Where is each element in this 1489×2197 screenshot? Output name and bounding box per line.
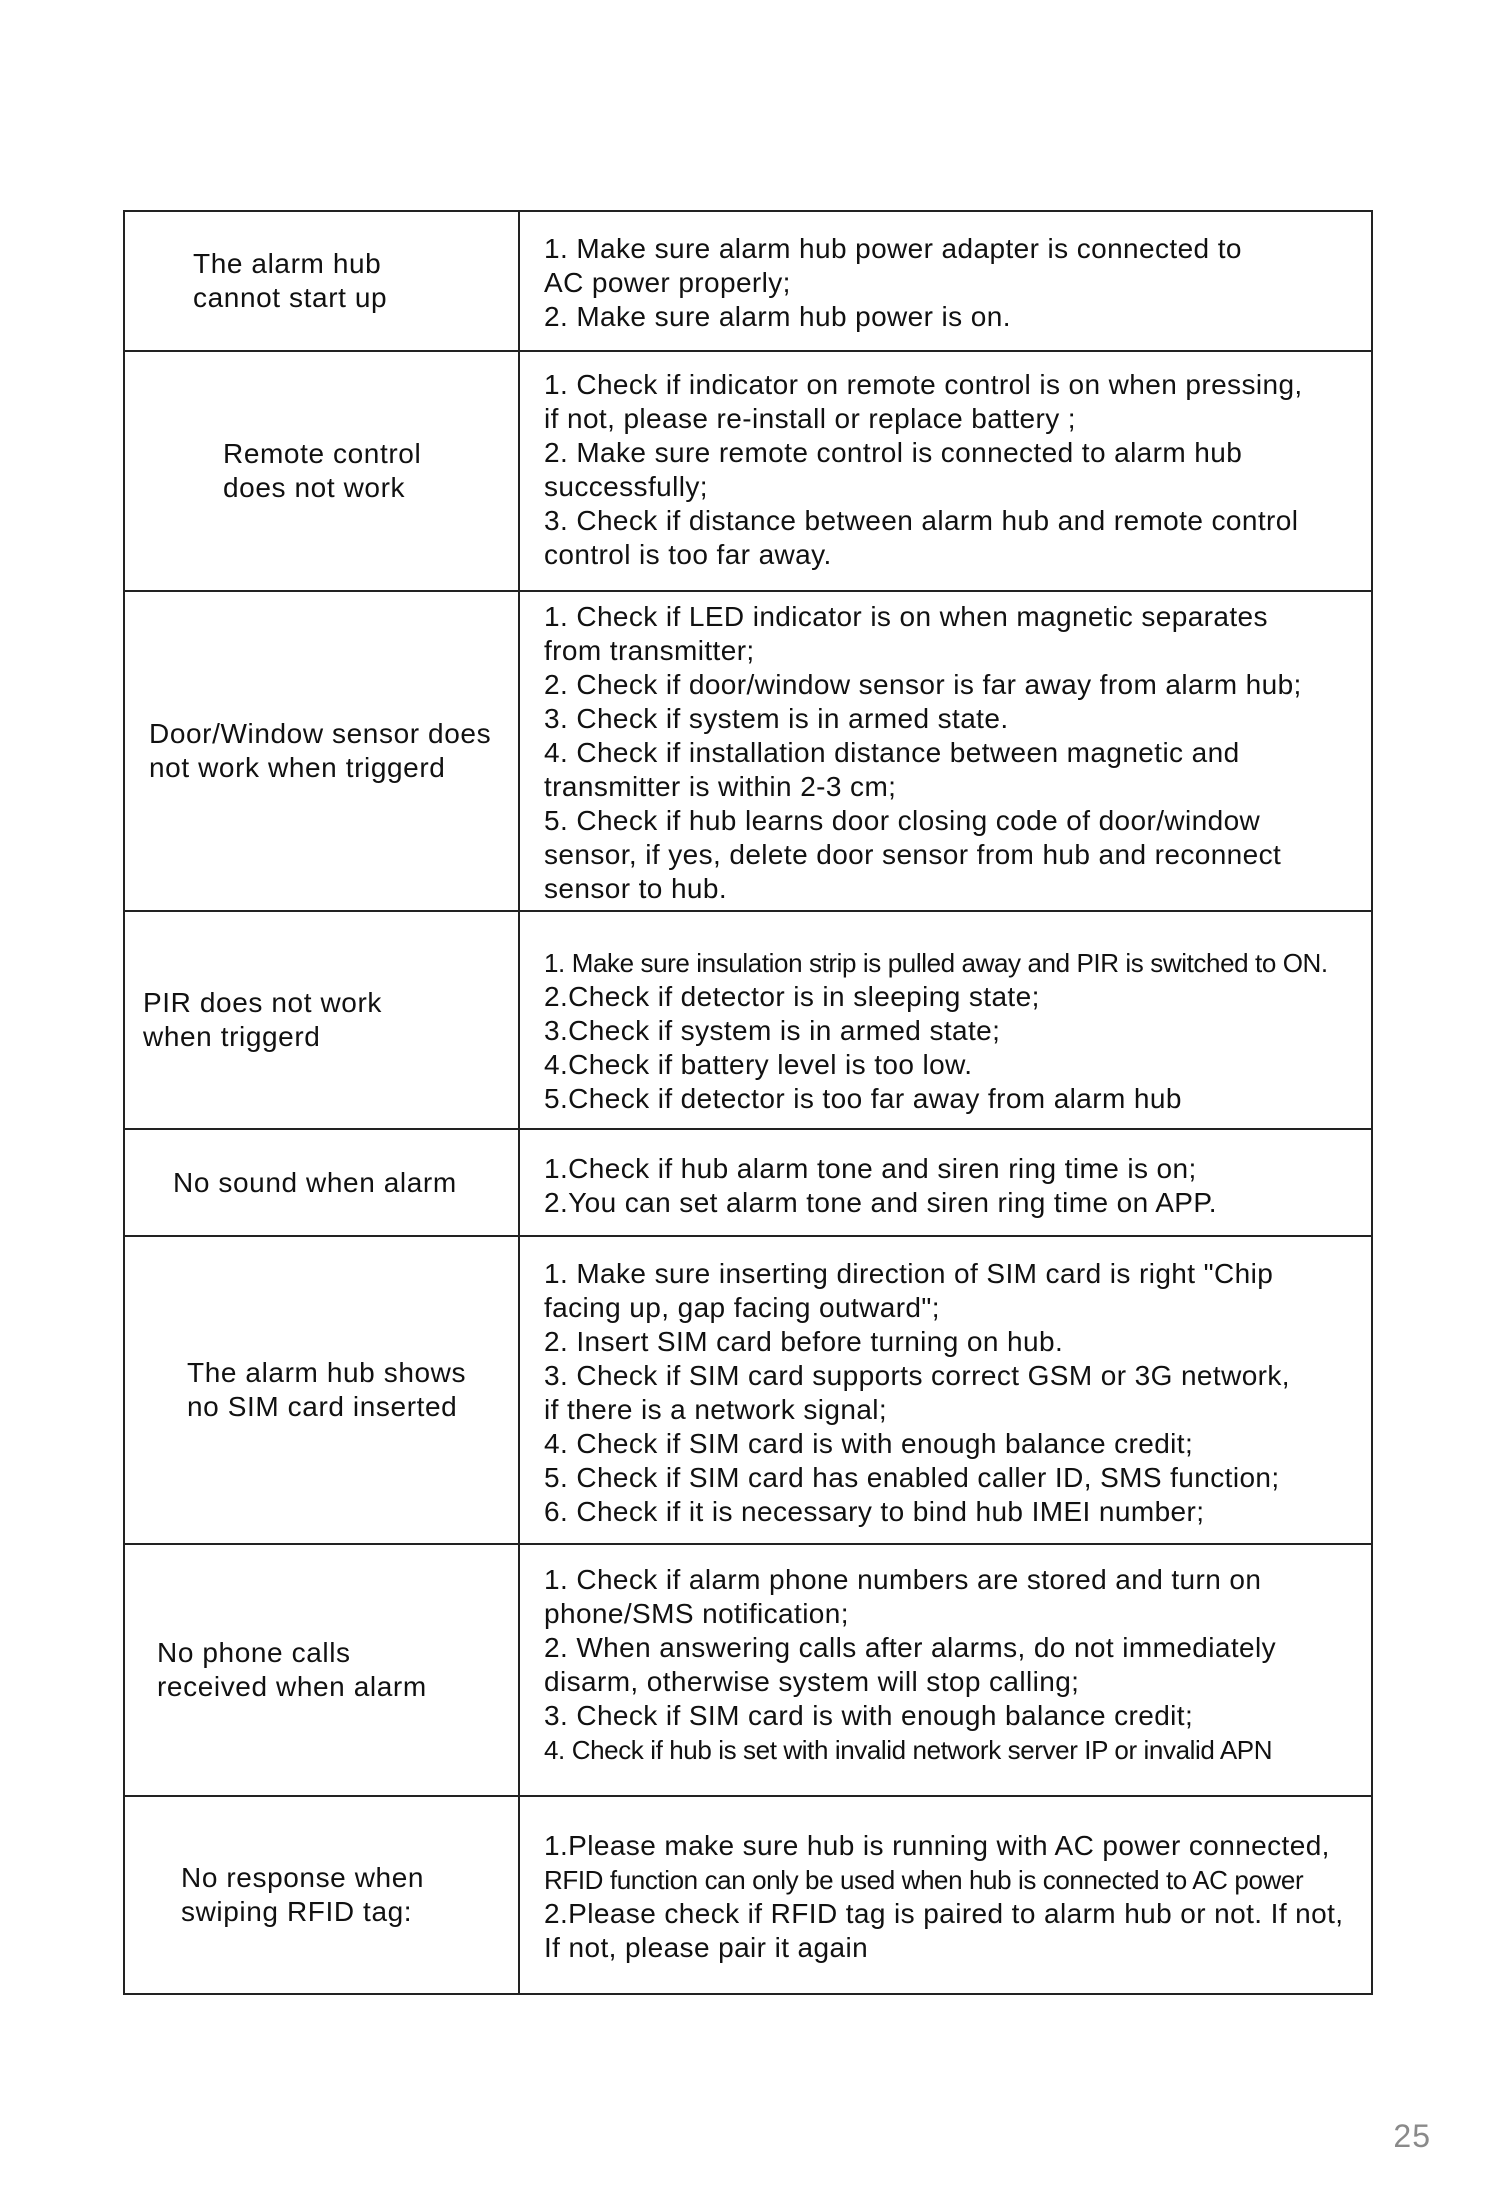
solution-line: from transmitter;: [544, 635, 755, 666]
solution-line: control is too far away.: [544, 539, 832, 570]
solution-line: sensor, if yes, delete door sensor from hub and reconnect: [544, 839, 1282, 870]
page-number: 25: [1393, 2118, 1431, 2154]
problem-text: The alarm hub shows no SIM card inserted: [187, 1357, 467, 1422]
solution-line: 1. Make sure alarm hub power adapter is connected to: [544, 233, 1242, 264]
solution-line: 3. Check if SIM card is with enough balance credit;: [544, 1700, 1194, 1731]
solution-line: RFID function can only be used when hub is connected to AC power: [544, 1865, 1304, 1895]
solution-cell: [520, 212, 1371, 350]
solution-line: 1. Make sure inserting direction of SIM card is right "Chip: [544, 1258, 1274, 1289]
table-row: [123, 1237, 1373, 1545]
solution-cell: [520, 1545, 1371, 1795]
troubleshooting-table: [123, 210, 1373, 1995]
problem-text: No phone calls received when alarm: [157, 1637, 427, 1702]
solution-cell: [520, 352, 1371, 590]
solution-line: 1. Check if indicator on remote control is on when pressing,: [544, 369, 1303, 400]
solution-line: 3.Check if system is in armed state;: [544, 1015, 1001, 1046]
table-row: [123, 1545, 1373, 1797]
solution-line: 3. Check if SIM card supports correct GSM or 3G network,: [544, 1360, 1290, 1391]
table-row: [123, 352, 1373, 592]
solution-line: facing up, gap facing outward";: [544, 1292, 940, 1323]
table-row: [123, 1130, 1373, 1237]
solution-line: transmitter is within 2-3 cm;: [544, 771, 897, 802]
solution-line: 5. Check if hub learns door closing code of door/window: [544, 805, 1261, 836]
solution-line: 2. Make sure remote control is connected to alarm hub: [544, 437, 1243, 468]
problem-text: No response when swiping RFID tag:: [181, 1862, 425, 1927]
solution-line: 1. Check if alarm phone numbers are stored and turn on: [544, 1564, 1262, 1595]
problem-cell: [125, 212, 520, 350]
problem-text: Door/Window sensor does not work when triggerd: [149, 718, 492, 783]
solution-line: 6. Check if it is necessary to bind hub IMEI number;: [544, 1496, 1205, 1527]
solution-line: 2.Please check if RFID tag is paired to alarm hub or not. If not,: [544, 1898, 1344, 1929]
problem-cell: [125, 1797, 520, 1993]
table-row: [123, 592, 1373, 912]
solution-line: 4. Check if installation distance between magnetic and: [544, 737, 1240, 768]
solution-line: 5.Check if detector is too far away from alarm hub: [544, 1083, 1182, 1114]
solution-line: sensor to hub.: [544, 873, 728, 904]
solution-line: 1.Check if hub alarm tone and siren ring time is on;: [544, 1153, 1197, 1184]
solution-line: 2.You can set alarm tone and siren ring time on APP.: [544, 1187, 1217, 1218]
solution-cell: [520, 912, 1371, 1128]
solution-line: 3. Check if distance between alarm hub and remote control: [544, 505, 1299, 536]
solution-line: 2. Make sure alarm hub power is on.: [544, 301, 1011, 332]
solution-line: if not, please re-install or replace battery ;: [544, 403, 1076, 434]
solution-cell: [520, 1237, 1371, 1543]
problem-cell: [125, 1130, 520, 1235]
solution-line: 2. Insert SIM card before turning on hub.: [544, 1326, 1064, 1357]
problem-text: The alarm hub cannot start up: [193, 248, 388, 313]
solution-line: 2. When answering calls after alarms, do not immediately: [544, 1632, 1277, 1663]
solution-line: 2. Check if door/window sensor is far away from alarm hub;: [544, 669, 1302, 700]
solution-line: 1. Make sure insulation strip is pulled away and PIR is switched to ON.: [544, 948, 1328, 978]
solution-line: 4.Check if battery level is too low.: [544, 1049, 973, 1080]
problem-text: Remote control does not work: [223, 438, 422, 503]
table-row: [123, 212, 1373, 352]
solution-line: 3. Check if system is in armed state.: [544, 703, 1009, 734]
solution-line: 5. Check if SIM card has enabled caller ID, SMS function;: [544, 1462, 1280, 1493]
problem-cell: [125, 1237, 520, 1543]
solution-cell: [520, 1797, 1371, 1993]
table-row: [123, 1797, 1373, 1995]
solution-cell: [520, 1130, 1371, 1235]
problem-cell: [125, 592, 520, 910]
solution-line: 4. Check if hub is set with invalid network server IP or invalid APN: [544, 1735, 1273, 1765]
solution-line: 2.Check if detector is in sleeping state;: [544, 981, 1040, 1012]
problem-cell: [125, 912, 520, 1128]
solution-line: 4. Check if SIM card is with enough balance credit;: [544, 1428, 1194, 1459]
solution-line: disarm, otherwise system will stop calling;: [544, 1666, 1080, 1697]
solution-line: if there is a network signal;: [544, 1394, 888, 1425]
solution-line: AC power properly;: [544, 267, 791, 298]
table-row: [123, 912, 1373, 1130]
solution-line: phone/SMS notification;: [544, 1598, 849, 1629]
solution-line: If not, please pair it again: [544, 1932, 869, 1963]
solution-line: 1.Please make sure hub is running with AC power connected,: [544, 1830, 1330, 1861]
solution-line: successfully;: [544, 471, 708, 502]
problem-cell: [125, 352, 520, 590]
solution-cell: [520, 592, 1371, 910]
problem-text: No sound when alarm: [173, 1166, 457, 1198]
problem-text: PIR does not work when triggerd: [143, 987, 382, 1052]
problem-cell: [125, 1545, 520, 1795]
solution-line: 1. Check if LED indicator is on when magnetic separates: [544, 601, 1268, 632]
